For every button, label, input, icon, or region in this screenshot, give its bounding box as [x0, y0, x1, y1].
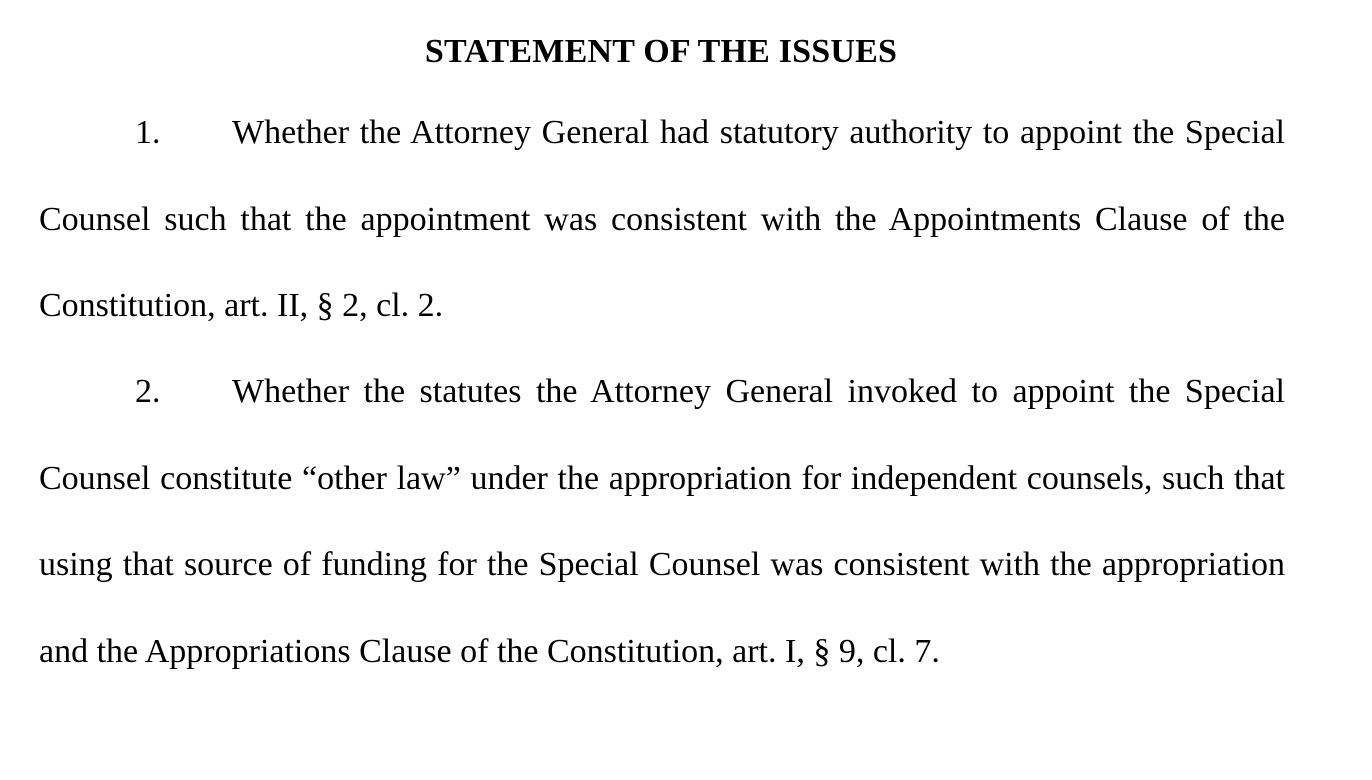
issue-number-2: 2.: [135, 373, 161, 410]
issue-text-2: Whether the statutes the Attorney General invoked to appoint the Special Counsel constitute “other law” under the appropriation for independent counsels, such that using that source of funding for the Special Counsel was consistent with the appropriation and the Appropriations Clause of the Constitution, art. I, § 9, cl. 7.: [39, 373, 1285, 670]
section-heading: STATEMENT OF THE ISSUES: [424, 33, 898, 70]
issue-paragraph-2: [39, 349, 1285, 695]
issue-text-1: Whether the Attorney General had statutory authority to appoint the Special Counsel such that the appointment was consistent with the Appointments Clause of the Constitution, art. II, § 2, cl. 2.: [39, 114, 1285, 324]
issue-paragraph-1: [39, 90, 1285, 350]
issue-number-1: 1.: [135, 114, 161, 151]
